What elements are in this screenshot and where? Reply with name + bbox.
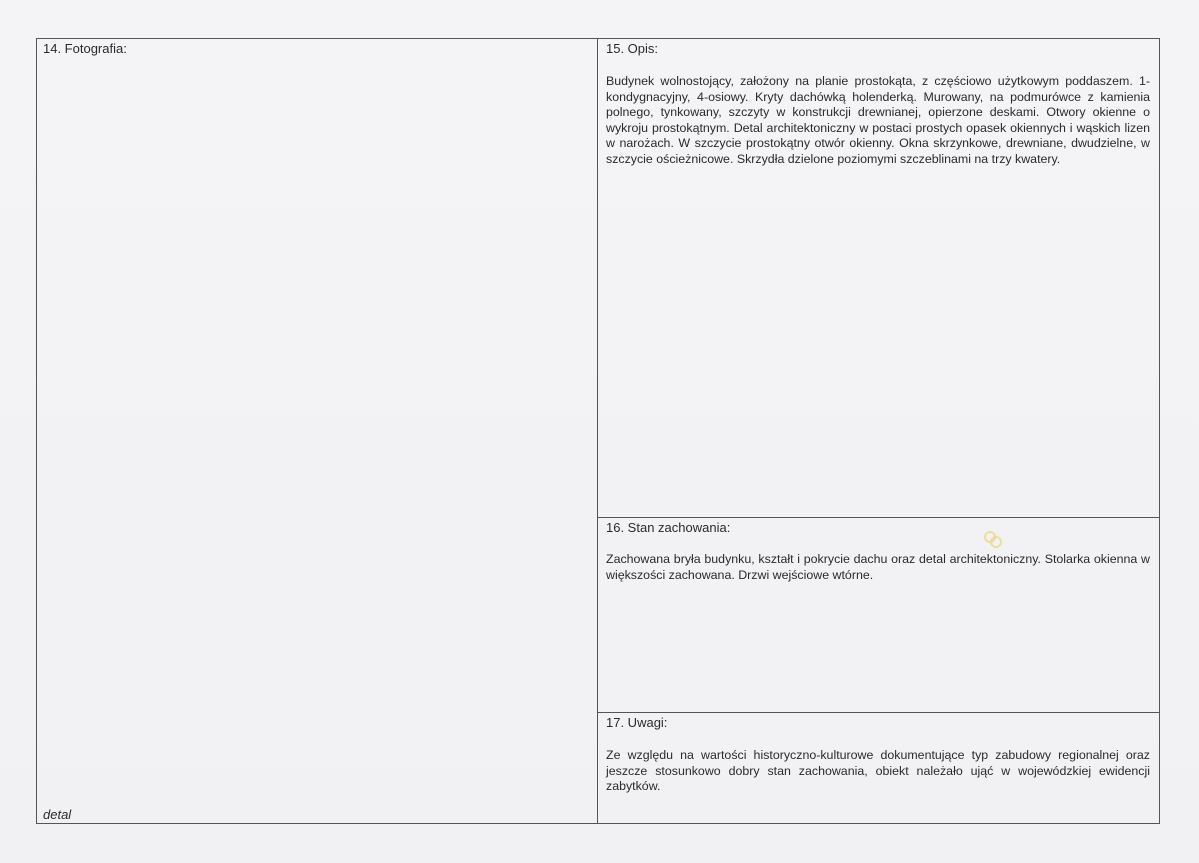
- form-table: [36, 38, 1160, 824]
- description-column: [598, 39, 1159, 823]
- remarks-cell: [598, 713, 1159, 823]
- photo-caption: detal: [43, 807, 72, 822]
- condition-label: 16. Stan zachowania:: [606, 520, 731, 535]
- condition-cell: [598, 518, 1159, 713]
- remarks-label: 17. Uwagi:: [606, 715, 668, 730]
- photo-label: 14. Fotografia:: [43, 41, 127, 56]
- description-text: Budynek wolnostojący, założony na planie prostokąta, z częściowo użytkowym poddaszem. 1-kondygnacyjny, 4-osiowy. Kryty dachówką holenderką. Murowany, na podmurówce z kamienia polnego, tynkowany, szczyty w konstrukcji drewnianej, opierzone deskami. Otwory okienne o wykroju prostokątnym. Detal architektoniczny w postaci prostych opasek okiennych i wąskich lizen w narożach. W szczycie prostokątny otwór okienny. Okna skrzynkowe, drewniane, dwudzielne, w szczycie ościeżnicowe. Skrzydła dzielone poziomymi szczeblinami na trzy kwatery.: [606, 74, 1150, 166]
- paper-stain-mark: [983, 530, 1003, 550]
- description-cell: [598, 39, 1159, 518]
- description-label: 15. Opis:: [606, 41, 659, 56]
- remarks-text: Ze względu na wartości historyczno-kulturowe dokumentujące typ zabudowy regionalnej oraz jeszcze stosunkowo dobry stan zachowania, obiekt należało ująć w wojewódzkiej ewidencji zabytków.: [606, 748, 1150, 793]
- condition-text: Zachowana bryła budynku, kształt i pokrycie dachu oraz detal architektoniczny. Stolarka okienna w większości zachowana. Drzwi wejściowe wtórne.: [606, 552, 1150, 582]
- photo-cell: [37, 39, 598, 823]
